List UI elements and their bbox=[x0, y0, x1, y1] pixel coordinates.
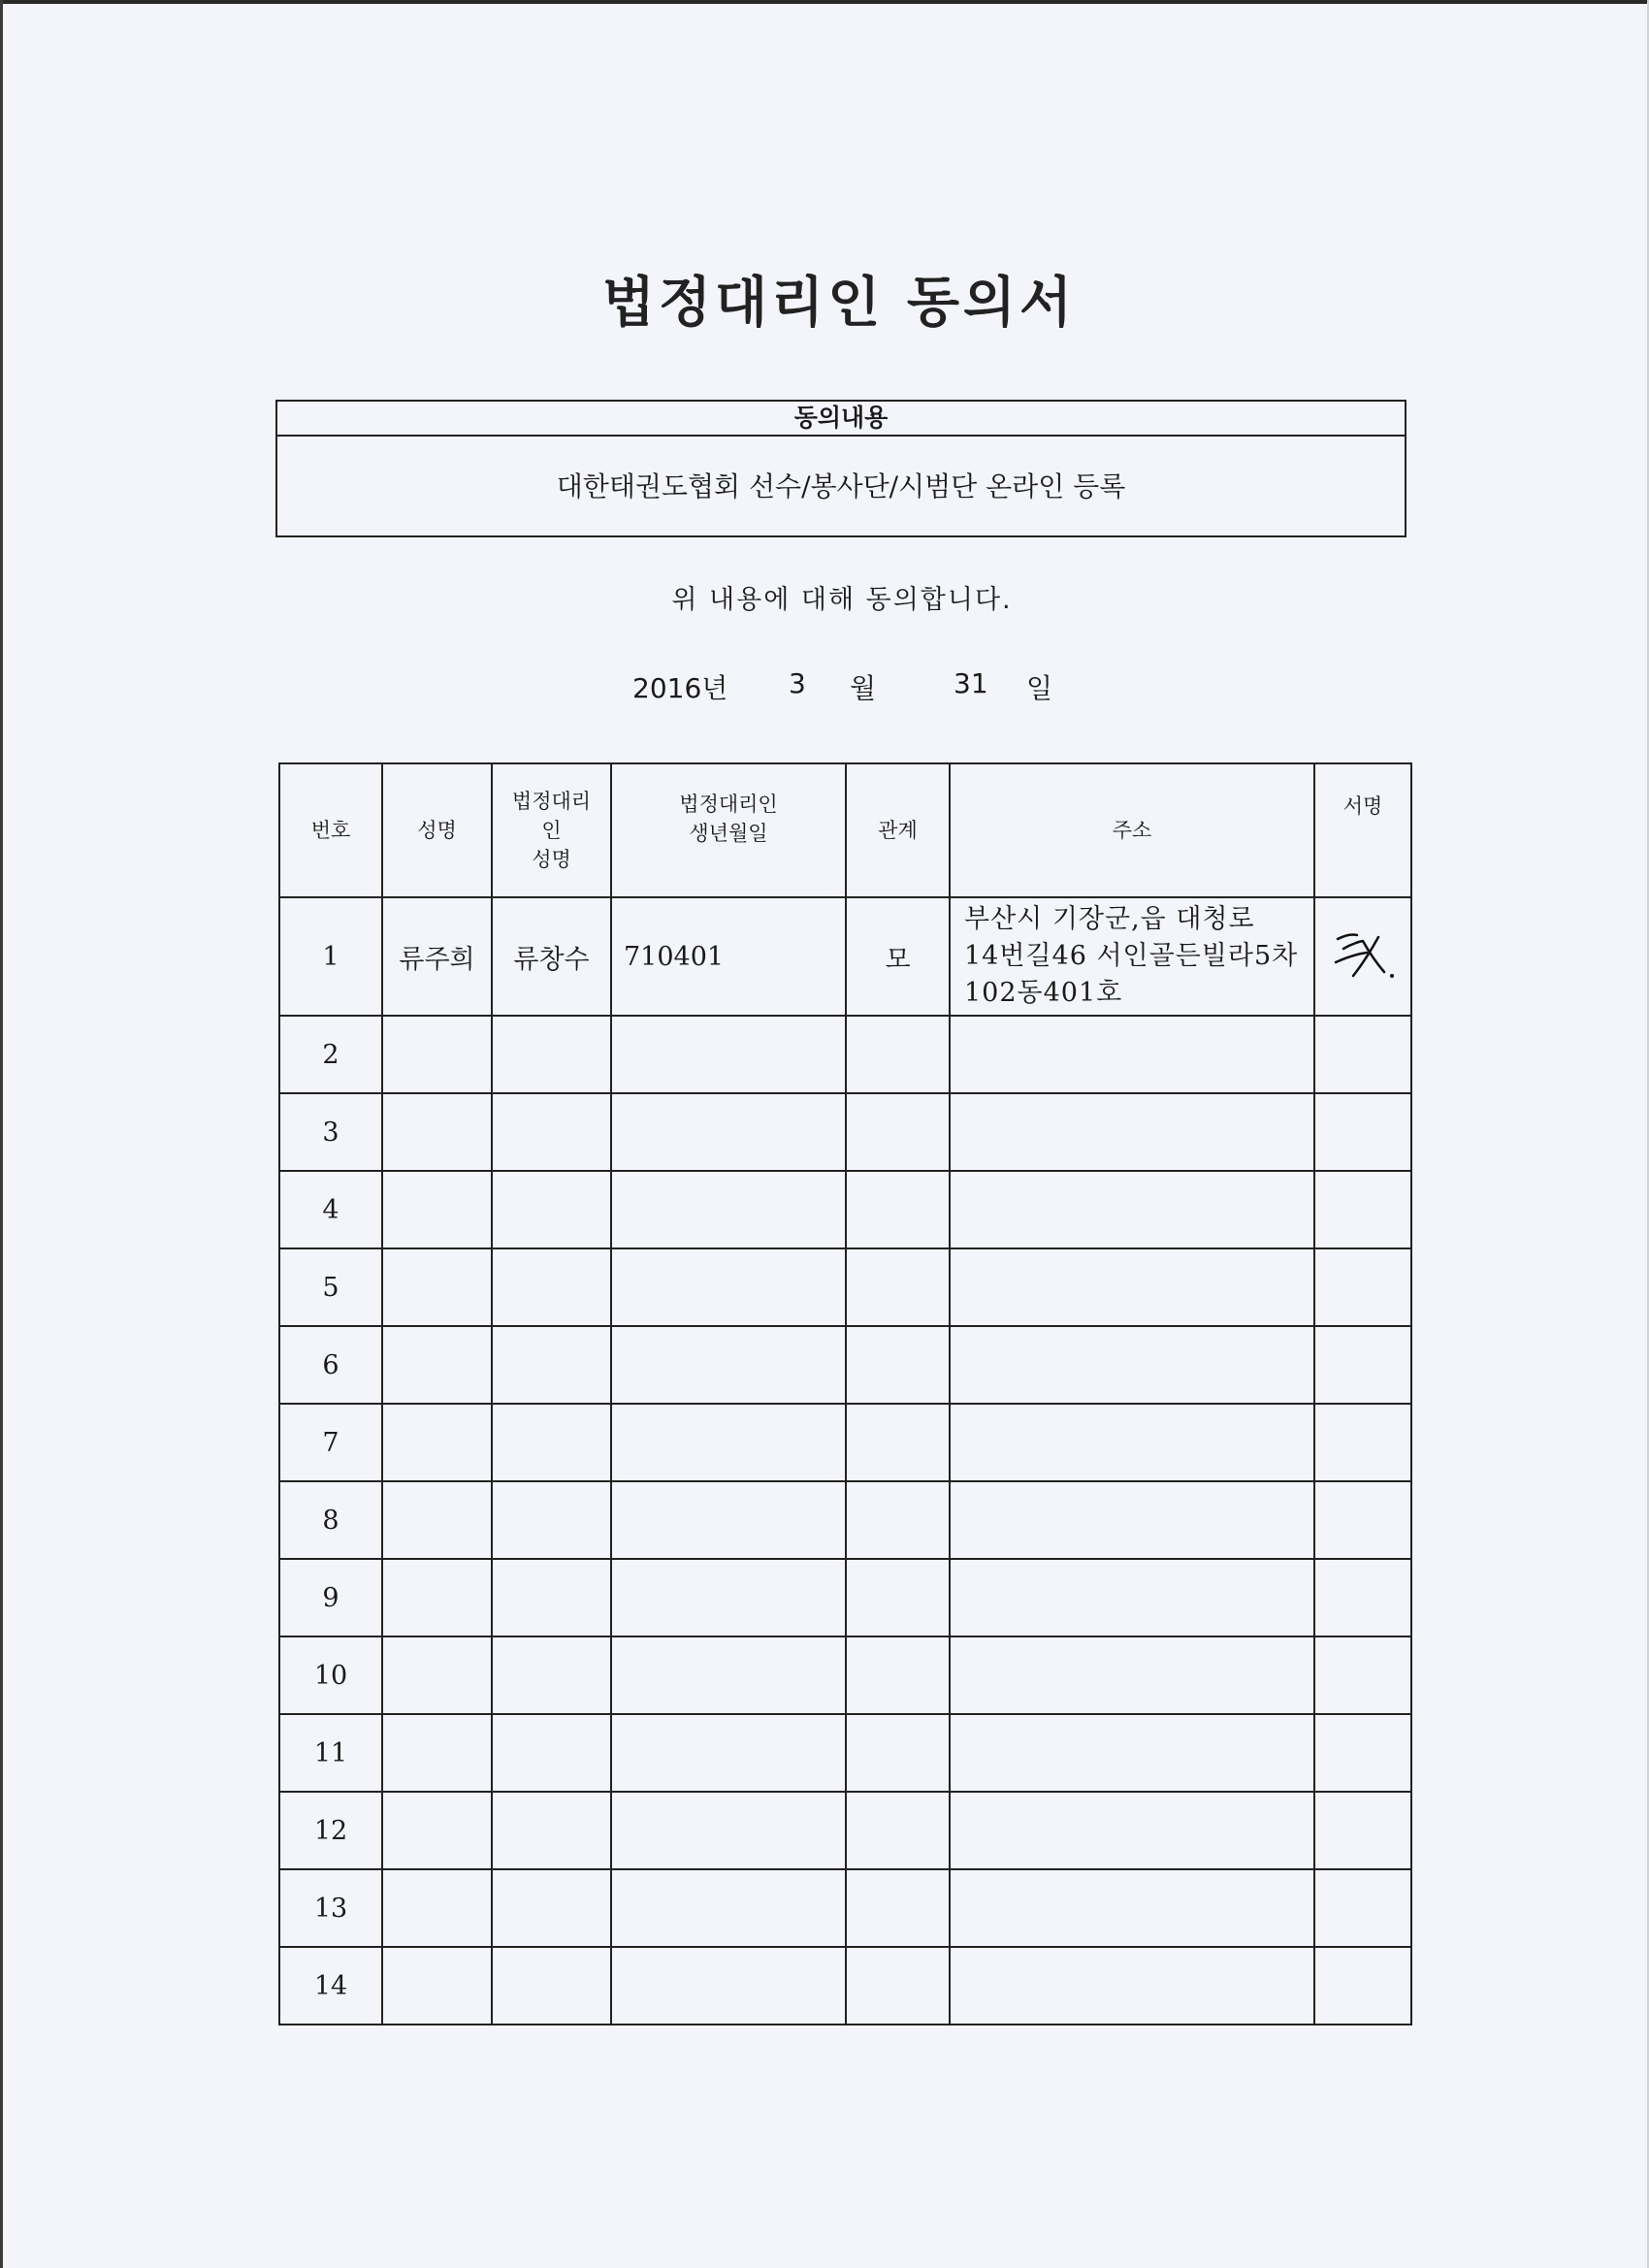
cell-relation bbox=[846, 1171, 950, 1248]
date-day-unit: 일 bbox=[1026, 672, 1053, 704]
cell-signature bbox=[1314, 897, 1411, 1016]
cell-number: 7 bbox=[279, 1404, 382, 1481]
cell-name bbox=[382, 1404, 492, 1481]
cell-guardian-birth bbox=[611, 1559, 846, 1636]
cell-signature bbox=[1314, 1171, 1411, 1248]
cell-name bbox=[382, 1636, 492, 1714]
cell-address bbox=[950, 1481, 1314, 1559]
cell-guardian-birth bbox=[611, 1869, 846, 1947]
address-line: 102동401호 bbox=[964, 978, 1123, 1008]
cell-guardian-birth bbox=[611, 1326, 846, 1404]
cell-relation bbox=[846, 1016, 950, 1093]
cell-guardian-birth: 710401 bbox=[611, 897, 846, 1016]
cell-relation bbox=[846, 1714, 950, 1792]
cell-address bbox=[950, 1792, 1314, 1869]
cell-signature bbox=[1314, 1016, 1411, 1093]
header-guardian-name bbox=[492, 763, 611, 897]
cell-name bbox=[382, 1792, 492, 1869]
table-row bbox=[279, 1093, 1411, 1171]
cell-guardian-name bbox=[492, 1792, 611, 1869]
cell-guardian-birth bbox=[611, 1714, 846, 1792]
cell-guardian-name bbox=[492, 1326, 611, 1404]
cell-guardian-name bbox=[492, 1947, 611, 2025]
cell-guardian-birth bbox=[611, 1016, 846, 1093]
address-line: 부산시 기장군,읍 대청로 bbox=[964, 904, 1255, 934]
table-row bbox=[279, 1792, 1411, 1869]
table-row bbox=[279, 1016, 1411, 1093]
cell-name bbox=[382, 1171, 492, 1248]
cell-guardian-name bbox=[492, 1016, 611, 1093]
cell-name bbox=[382, 1869, 492, 1947]
cell-address bbox=[950, 1947, 1314, 2025]
table-row bbox=[279, 1947, 1411, 2025]
table-row bbox=[279, 1559, 1411, 1636]
cell-address bbox=[950, 1016, 1314, 1093]
cell-guardian-birth bbox=[611, 1481, 846, 1559]
cell-address bbox=[950, 1559, 1314, 1636]
table-row bbox=[279, 897, 1411, 1016]
cell-guardian-birth bbox=[611, 1636, 846, 1714]
cell-relation bbox=[846, 1481, 950, 1559]
table-row bbox=[279, 1326, 1411, 1404]
address-line: 14번길46 서인골든빌라5차 bbox=[964, 941, 1299, 971]
consent-box bbox=[275, 400, 1406, 537]
cell-address bbox=[950, 1869, 1314, 1947]
cell-number: 9 bbox=[279, 1559, 382, 1636]
cell-number: 2 bbox=[279, 1016, 382, 1093]
cell-name bbox=[382, 1947, 492, 2025]
cell-signature bbox=[1314, 1559, 1411, 1636]
header-guardian-birth bbox=[611, 763, 846, 897]
cell-address bbox=[950, 1714, 1314, 1792]
cell-relation bbox=[846, 1326, 950, 1404]
cell-name bbox=[382, 1481, 492, 1559]
cell-signature bbox=[1314, 1714, 1411, 1792]
cell-address bbox=[950, 1636, 1314, 1714]
cell-number: 10 bbox=[279, 1636, 382, 1714]
header-guardian-birth-line: 법정대리인 bbox=[679, 793, 778, 816]
cell-address bbox=[950, 1248, 1314, 1326]
cell-guardian-name bbox=[492, 1869, 611, 1947]
cell-address bbox=[950, 1326, 1314, 1404]
header-signature: 서명 bbox=[1314, 763, 1411, 897]
cell-number: 1 bbox=[279, 897, 382, 1016]
table-row bbox=[279, 1714, 1411, 1792]
agreement-text: 위 내용에 대해 동의합니다. bbox=[671, 585, 1013, 615]
cell-name bbox=[382, 1559, 492, 1636]
cell-relation bbox=[846, 1869, 950, 1947]
header-guardian-name-line: 성명 bbox=[532, 848, 571, 871]
cell-signature bbox=[1314, 1326, 1411, 1404]
cell-guardian-name bbox=[492, 1636, 611, 1714]
cell-number: 12 bbox=[279, 1792, 382, 1869]
header-number: 번호 bbox=[279, 763, 382, 897]
cell-guardian-birth bbox=[611, 1171, 846, 1248]
cell-signature bbox=[1314, 1869, 1411, 1947]
table-row bbox=[279, 1248, 1411, 1326]
table-row bbox=[279, 1171, 1411, 1248]
header-guardian-birth-line: 생년월일 bbox=[689, 822, 768, 845]
cell-number: 13 bbox=[279, 1869, 382, 1947]
cell-name bbox=[382, 1248, 492, 1326]
header-name: 성명 bbox=[382, 763, 492, 897]
cell-guardian-birth bbox=[611, 1947, 846, 2025]
cell-name bbox=[382, 1326, 492, 1404]
date-line bbox=[0, 667, 1649, 706]
cell-number: 11 bbox=[279, 1714, 382, 1792]
cell-name bbox=[382, 1714, 492, 1792]
cell-address bbox=[950, 1093, 1314, 1171]
scan-edge bbox=[0, 0, 1649, 4]
document-title: 법정대리인 동의서 bbox=[601, 272, 1077, 335]
cell-relation: 모 bbox=[846, 897, 950, 1016]
cell-guardian-name bbox=[492, 1481, 611, 1559]
cell-guardian-name bbox=[492, 1404, 611, 1481]
table-row bbox=[279, 1869, 1411, 1947]
cell-number: 14 bbox=[279, 1947, 382, 2025]
cell-guardian-name bbox=[492, 1171, 611, 1248]
cell-relation bbox=[846, 1636, 950, 1714]
cell-guardian-name bbox=[492, 1093, 611, 1171]
cell-guardian-birth bbox=[611, 1404, 846, 1481]
date-month: 3 bbox=[789, 667, 806, 699]
cell-guardian-name: 류창수 bbox=[492, 897, 611, 1016]
date-year: 2016년 bbox=[632, 672, 728, 704]
cell-guardian-name bbox=[492, 1248, 611, 1326]
cell-number: 5 bbox=[279, 1248, 382, 1326]
table-row bbox=[279, 1636, 1411, 1714]
cell-address bbox=[950, 1404, 1314, 1481]
cell-name bbox=[382, 1093, 492, 1171]
date-day: 31 bbox=[954, 667, 988, 699]
table-row bbox=[279, 1404, 1411, 1481]
cell-number: 6 bbox=[279, 1326, 382, 1404]
cell-address bbox=[950, 1171, 1314, 1248]
cell-guardian-birth bbox=[611, 1093, 846, 1171]
cell-name bbox=[382, 1016, 492, 1093]
cell-relation bbox=[846, 1404, 950, 1481]
cell-signature bbox=[1314, 1481, 1411, 1559]
consent-heading: 동의내용 bbox=[277, 402, 1405, 437]
header-address: 주소 bbox=[950, 763, 1314, 897]
cell-address bbox=[950, 897, 1314, 1016]
cell-signature bbox=[1314, 1792, 1411, 1869]
cell-guardian-birth bbox=[611, 1792, 846, 1869]
cell-guardian-birth bbox=[611, 1248, 846, 1326]
cell-relation bbox=[846, 1947, 950, 2025]
cell-signature bbox=[1314, 1636, 1411, 1714]
cell-signature bbox=[1314, 1248, 1411, 1326]
cell-signature bbox=[1314, 1947, 1411, 2025]
cell-relation bbox=[846, 1093, 950, 1171]
cell-relation bbox=[846, 1559, 950, 1636]
handwritten-signature bbox=[1324, 920, 1402, 988]
header-guardian-name-line: 인 bbox=[541, 819, 562, 842]
cell-relation bbox=[846, 1792, 950, 1869]
header-relation: 관계 bbox=[846, 763, 950, 897]
cell-name: 류주희 bbox=[382, 897, 492, 1016]
table-row bbox=[279, 1481, 1411, 1559]
cell-number: 8 bbox=[279, 1481, 382, 1559]
cell-number: 4 bbox=[279, 1171, 382, 1248]
cell-signature bbox=[1314, 1093, 1411, 1171]
cell-guardian-name bbox=[492, 1559, 611, 1636]
cell-signature bbox=[1314, 1404, 1411, 1481]
guardian-table bbox=[278, 762, 1412, 2025]
cell-number: 3 bbox=[279, 1093, 382, 1171]
header-guardian-name-line: 법정대리 bbox=[511, 790, 592, 813]
header-row bbox=[279, 763, 1411, 897]
scan-edge bbox=[0, 0, 3, 2268]
date-month-unit: 월 bbox=[850, 672, 877, 704]
consent-content: 대한태권도협회 선수/봉사단/시범단 온라인 등록 bbox=[556, 470, 1126, 502]
cell-guardian-name bbox=[492, 1714, 611, 1792]
cell-relation bbox=[846, 1248, 950, 1326]
